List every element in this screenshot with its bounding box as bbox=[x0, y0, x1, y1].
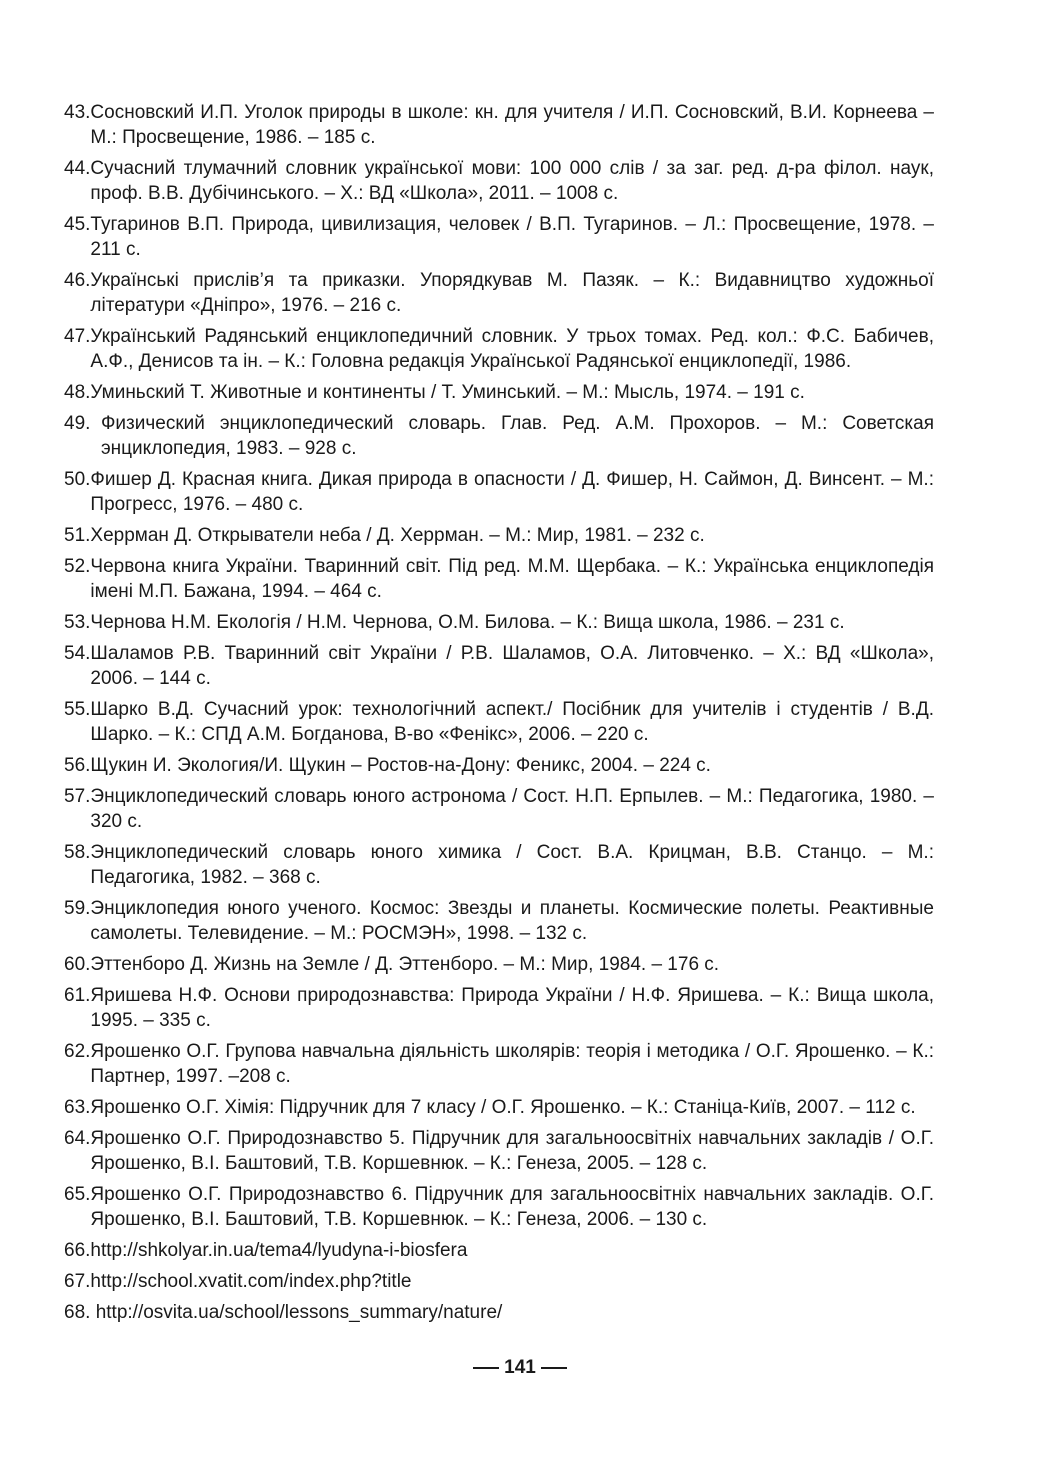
reference-item bbox=[64, 983, 934, 1033]
reference-item bbox=[64, 896, 934, 946]
reference-item bbox=[64, 1269, 934, 1294]
reference-text: Щукин И. Экология/И. Щукин – Ростов-на-Дону: Феникс, 2004. – 224 с. bbox=[90, 755, 711, 776]
reference-text: Сосновский И.П. Уголок природы в школе: кн. для учителя / И.П. Сосновский, В.И. Корнеева – М.: Просвещение, 1986. – 185 с. bbox=[90, 102, 934, 148]
reference-item bbox=[64, 380, 934, 405]
reference-text: Шарко В.Д. Сучасний урок: технологічний аспект./ Посібник для учителів і студентів / В.Д. Шарко. – К.: СПД А.М. Богданова, В-во «Фенікс», 2006. – 220 с. bbox=[90, 699, 934, 745]
reference-text: http://school.xvatit.com/index.php?title bbox=[90, 1271, 412, 1292]
reference-text: Энциклопедический словарь юного астронома / Сост. Н.П. Ерпылев. – М.: Педагогика, 1980. – 320 с. bbox=[90, 786, 934, 832]
reference-number: 56. bbox=[64, 755, 91, 776]
reference-text: Фишер Д. Красная книга. Дикая природа в опасности / Д. Фишер, Н. Саймон, Д. Винсент. – М.: Прогресс, 1976. – 480 с. bbox=[90, 469, 934, 515]
reference-item bbox=[64, 1126, 934, 1176]
reference-item bbox=[64, 554, 934, 604]
reference-number: 62. bbox=[64, 1041, 91, 1062]
reference-text: Червона книга України. Тваринний світ. Під ред. М.М. Щербака. – К.: Українська енциклопедія імені М.П. Бажана, 1994. – 464 с. bbox=[90, 556, 934, 602]
reference-number: 48. bbox=[64, 382, 91, 403]
reference-text: Сучасний тлумачний словник української мови: 100 000 слів / за заг. ред. д-ра філол. наук, проф. В.В. Дубічинського. – Х.: ВД «Школа», 2011. – 1008 с. bbox=[90, 158, 934, 204]
reference-number: 47. bbox=[64, 326, 91, 347]
reference-item bbox=[64, 753, 934, 778]
reference-number: 45. bbox=[64, 214, 91, 235]
reference-text: Ярошенко О.Г. Хімія: Підручник для 7 класу / О.Г. Ярошенко. – К.: Станіца-Київ, 2007. – 112 с. bbox=[90, 1097, 916, 1118]
reference-item bbox=[64, 156, 934, 206]
reference-item bbox=[64, 1182, 934, 1232]
reference-text: Херрман Д. Открыватели неба / Д. Херрман. – М.: Мир, 1981. – 232 с. bbox=[90, 525, 705, 546]
reference-number: 50. bbox=[64, 469, 91, 490]
reference-number: 64. bbox=[64, 1128, 91, 1149]
reference-number: 53. bbox=[64, 612, 91, 633]
reference-number: 65. bbox=[64, 1184, 91, 1205]
reference-number: 43. bbox=[64, 102, 91, 123]
reference-text: Ярошенко О.Г. Природознавство 6. Підручник для загальноосвітніх навчальних закладів. О.Г. Ярошенко, В.І. Баштовий, Т.В. Коршевнюк. – К.: Генеза, 2006. – 130 с. bbox=[90, 1184, 934, 1230]
reference-text: Энциклопедия юного ученого. Космос: Звезды и планеты. Космические полеты. Реактивные самолеты. Телевидение. – М.: РОСМЭН», 1998. – 132 с. bbox=[90, 898, 934, 944]
reference-item bbox=[64, 784, 934, 834]
reference-text: Яришева Н.Ф. Основи природознавства: Природа України / Н.Ф. Яришева. – К.: Вища школа, 1995. – 335 с. bbox=[90, 985, 934, 1031]
reference-text: Чернова Н.М. Екологія / Н.М. Чернова, О.М. Билова. – К.: Вища школа, 1986. – 231 с. bbox=[90, 612, 845, 633]
reference-item bbox=[64, 840, 934, 890]
reference-number: 57. bbox=[64, 786, 91, 807]
reference-item bbox=[64, 1238, 934, 1263]
reference-text: Ярошенко О.Г. Природознавство 5. Підручник для загальноосвітніх навчальних закладів / О.Г. Ярошенко, В.І. Баштовий, Т.В. Коршевнюк. – К.: Генеза, 2005. – 128 с. bbox=[90, 1128, 934, 1174]
reference-text: Тугаринов В.П. Природа, цивилизация, человек / В.П. Тугаринов. – Л.: Просвещение, 1978. – 211 с. bbox=[90, 214, 934, 260]
reference-item bbox=[64, 324, 934, 374]
reference-number: 55. bbox=[64, 699, 91, 720]
reference-text: Ярошенко О.Г. Групова навчальна діяльність школярів: теорія і методика / О.Г. Ярошенко. – К.: Партнер, 1997. –208 с. bbox=[90, 1041, 934, 1087]
reference-number: 68. bbox=[64, 1302, 96, 1323]
reference-number: 54. bbox=[64, 643, 91, 664]
reference-number: 66. bbox=[64, 1240, 91, 1261]
reference-item bbox=[64, 268, 934, 318]
reference-number: 44. bbox=[64, 158, 91, 179]
reference-text: Энциклопедический словарь юного химика / Сост. В.А. Крицман, В.В. Станцо. – М.: Педагогика, 1982. – 368 с. bbox=[90, 842, 934, 888]
reference-number: 51. bbox=[64, 525, 91, 546]
reference-number: 49. bbox=[64, 413, 101, 434]
reference-item bbox=[64, 523, 934, 548]
reference-text: Українські прислів’я та приказки. Упорядкував М. Пазяк. – К.: Видавництво художньої літератури «Дніпро», 1976. – 216 с. bbox=[90, 270, 934, 316]
reference-item bbox=[64, 1095, 934, 1120]
reference-item bbox=[64, 1039, 934, 1089]
reference-item bbox=[64, 212, 934, 262]
reference-text: Український Радянський енциклопедичний словник. У трьох томах. Ред. кол.: Ф.С. Бабичев, А.Ф., Денисов та ін. – К.: Головна редакція Української Радянської енциклопедії, 1986. bbox=[90, 326, 934, 372]
reference-text: Физический энциклопедический словарь. Глав. Ред. А.М. Прохоров. – М.: Советская энциклопедия, 1983. – 928 с. bbox=[100, 413, 934, 459]
reference-item bbox=[64, 952, 934, 977]
reference-text: Уминьский Т. Животные и континенты / Т. Уминський. – М.: Мысль, 1974. – 191 с. bbox=[90, 382, 805, 403]
reference-text: http://osvita.ua/school/lessons_summary/nature/ bbox=[95, 1302, 503, 1323]
reference-number: 67. bbox=[64, 1271, 91, 1292]
reference-item bbox=[64, 697, 934, 747]
reference-item bbox=[64, 411, 934, 461]
reference-number: 58. bbox=[64, 842, 91, 863]
reference-item bbox=[64, 467, 934, 517]
reference-item bbox=[64, 1300, 934, 1325]
reference-item bbox=[64, 610, 934, 635]
reference-number: 52. bbox=[64, 556, 91, 577]
reference-number: 46. bbox=[64, 270, 91, 291]
reference-item bbox=[64, 641, 934, 691]
footer-dash-right bbox=[541, 1367, 567, 1369]
reference-text: Эттенборо Д. Жизнь на Земле / Д. Эттенборо. – М.: Мир, 1984. – 176 с. bbox=[90, 954, 720, 975]
reference-item bbox=[64, 100, 934, 150]
reference-number: 63. bbox=[64, 1097, 91, 1118]
page-footer bbox=[0, 1357, 1040, 1379]
reference-number: 61. bbox=[64, 985, 91, 1006]
page-number: 141 bbox=[504, 1357, 536, 1378]
reference-number: 60. bbox=[64, 954, 91, 975]
reference-text: Шаламов Р.В. Тваринний світ України / Р.В. Шаламов, О.А. Литовченко. – Х.: ВД «Школа», 2006. – 144 с. bbox=[90, 643, 934, 689]
footer-dash-left bbox=[473, 1367, 499, 1369]
reference-list bbox=[64, 100, 934, 1331]
reference-number: 59. bbox=[64, 898, 91, 919]
reference-text: http://shkolyar.in.ua/tema4/lyudyna-i-biosfera bbox=[90, 1240, 468, 1261]
